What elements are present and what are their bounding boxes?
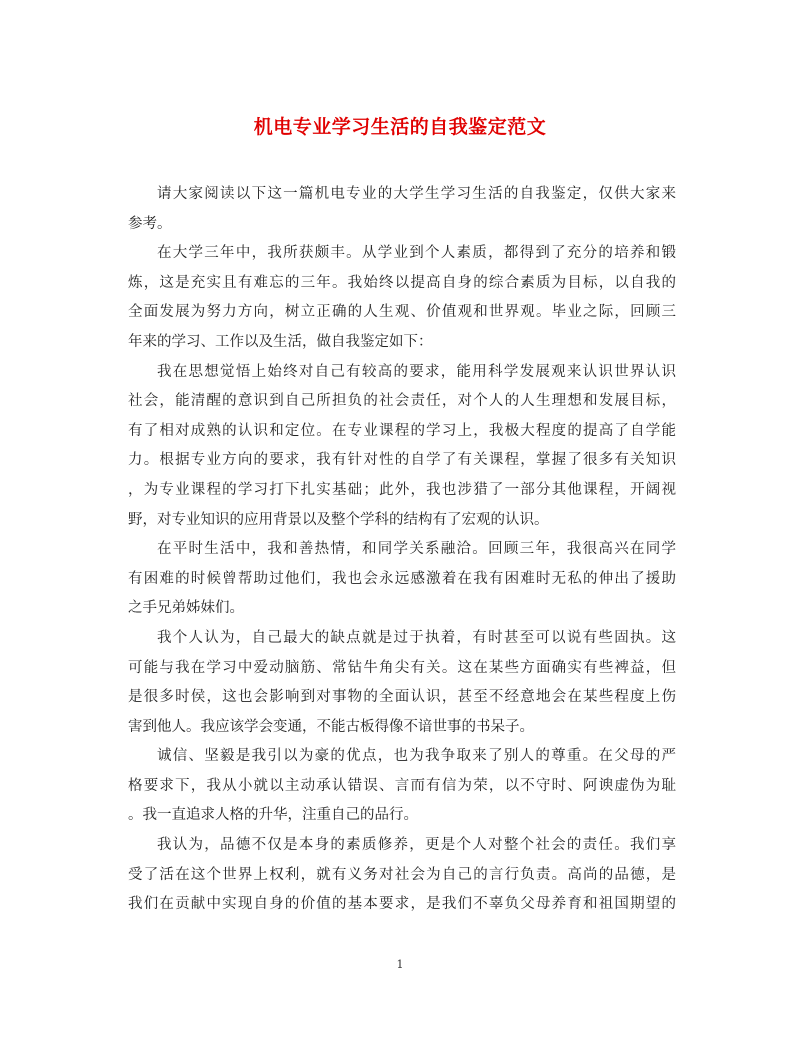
paragraph: [128, 180, 676, 239]
paragraph: [128, 358, 676, 536]
paragraph-line: 我认为，品德不仅是本身的素质修养，更是个人对整个社会的责任。我们享: [157, 837, 676, 854]
document-title: 机电专业学习生活的自我鉴定范文: [253, 116, 547, 138]
paragraph-line: 格要求下，我从小就以主动承认错误、言而有信为荣，以不守时、阿谀虚伪为耻: [128, 777, 676, 794]
paragraph-line: 我们在贡献中实现自身的价值的基本要求，是我们不辜负父母养育和祖国期望的: [128, 896, 676, 913]
paragraph-line: 之手兄弟姊妹们。: [128, 600, 244, 617]
paragraph-line: 力。根据专业方向的要求，我有针对性的自学了有关课程，掌握了很多有关知识: [128, 452, 676, 469]
paragraph: [128, 239, 676, 357]
paragraph-line: 全面发展为努力方向，树立正确的人生观、价值观和世界观。毕业之际，回顾三: [128, 304, 676, 321]
paragraph-line: 。我一直追求人格的升华，注重自己的品行。: [128, 807, 418, 824]
document-body: [128, 180, 676, 920]
paragraph-line: 野，对专业知识的应用背景以及整个学科的结构有了宏观的认识。: [128, 511, 549, 528]
paragraph-line: 社会，能清醒的意识到自己所担负的社会责任，对个人的人生理想和发展目标，: [128, 393, 676, 410]
paragraph: [128, 831, 676, 920]
paragraph-line: 受了活在这个世界上权利，就有义务对社会为自己的言行负责。高尚的品德，是: [128, 866, 676, 883]
paragraph: [128, 535, 676, 624]
paragraph: [128, 742, 676, 831]
paragraph-line: 我在思想觉悟上始终对自己有较高的要求，能用科学发展观来认识世界认识: [157, 363, 676, 380]
paragraph: [128, 624, 676, 742]
paragraph-line: 害到他人。我应该学会变通，不能古板得像不谙世事的书呆子。: [128, 718, 534, 735]
paragraph-line: 年来的学习、工作以及生活，做自我鉴定如下：: [128, 333, 433, 350]
paragraph-line: ，为专业课程的学习打下扎实基础；此外，我也涉猎了一部分其他课程，开阔视: [128, 481, 676, 498]
paragraph-line: 请大家阅读以下这一篇机电专业的大学生学习生活的自我鉴定，仅供大家来: [157, 186, 676, 202]
page-number: 1: [396, 958, 404, 971]
paragraph-line: 可能与我在学习中爱动脑筋、常钻牛角尖有关。这在某些方面确实有些裨益，但: [128, 659, 676, 676]
paragraph-line: 在平时生活中，我和善热情，和同学关系融洽。回顾三年，我很高兴在同学: [157, 541, 676, 558]
paragraph-line: 在大学三年中，我所获颇丰。从学业到个人素质，都得到了充分的培养和锻: [157, 245, 676, 262]
paragraph-line: 是很多时侯，这也会影响到对事物的全面认识，甚至不经意地会在某些程度上伤: [128, 689, 676, 706]
paragraph-line: 有了相对成熟的认识和定位。在专业课程的学习上，我极大程度的提高了自学能: [128, 422, 676, 439]
paragraph-line: 我个人认为，自己最大的缺点就是过于执着，有时甚至可以说有些固执。这: [157, 629, 676, 646]
paragraph-line: 参考。: [128, 215, 172, 232]
paragraph-line: 有困难的时候曾帮助过他们，我也会永远感激着在我有困难时无私的伸出了援助: [128, 570, 676, 587]
paragraph-line: 诚信、坚毅是我引以为豪的优点，也为我争取来了别人的尊重。在父母的严: [157, 748, 676, 765]
paragraph-line: 炼，这是充实且有难忘的三年。我始终以提高自身的综合素质为目标，以自我的: [128, 274, 676, 291]
